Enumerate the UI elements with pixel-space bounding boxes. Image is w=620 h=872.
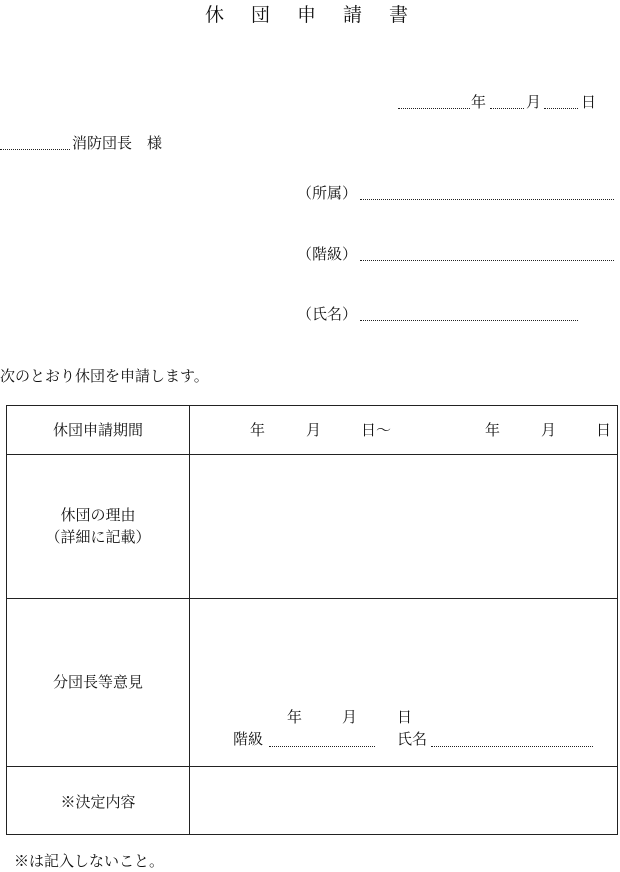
opinion-year: 年 [287,708,303,726]
decision-field[interactable] [190,767,618,834]
opinion-rank-field[interactable] [269,746,375,747]
period-start-day: 日～ [361,421,392,439]
date-day-field[interactable] [544,108,578,109]
period-start-year: 年 [250,421,266,439]
opinion-month: 月 [342,708,358,726]
period-label: 休団申請期間 [52,421,143,439]
affiliation-field[interactable] [360,199,614,200]
date-year-field[interactable] [398,108,470,109]
footnote: ※は記入しないこと。 [14,852,165,870]
opinion-name-label: 氏名 [397,730,428,748]
rank-field[interactable] [360,260,614,261]
application-table [6,405,618,835]
affiliation-label: （所属） [297,184,358,202]
date-month-field[interactable] [490,108,524,109]
name-label: （氏名） [297,305,358,323]
opinion-day: 日 [397,708,413,726]
reason-field[interactable] [190,455,618,598]
document-title: 休 団 申 請 書 [205,4,413,26]
reason-label-line2: （詳細に記載） [45,528,151,546]
date-day-label: 日 [581,93,597,111]
statement-text: 次のとおり休団を申請します。 [0,367,209,385]
addressee-field[interactable] [0,149,70,150]
opinion-name-field[interactable] [431,746,593,747]
date-month-label: 月 [526,93,542,111]
period-end-day: 日 [596,421,612,439]
opinion-rank-label: 階級 [233,730,264,748]
opinion-label: 分団長等意見 [52,673,143,691]
period-start-month: 月 [306,421,322,439]
table-row-divider [7,598,617,599]
decision-label: ※決定内容 [60,793,136,811]
rank-label: （階級） [297,245,358,263]
addressee-suffix: 消防団長 様 [72,134,163,152]
period-end-month: 月 [541,421,557,439]
date-year-label: 年 [471,93,487,111]
name-field[interactable] [360,320,578,321]
reason-label [7,504,189,548]
period-end-year: 年 [485,421,501,439]
reason-label-line1: 休団の理由 [60,506,136,524]
